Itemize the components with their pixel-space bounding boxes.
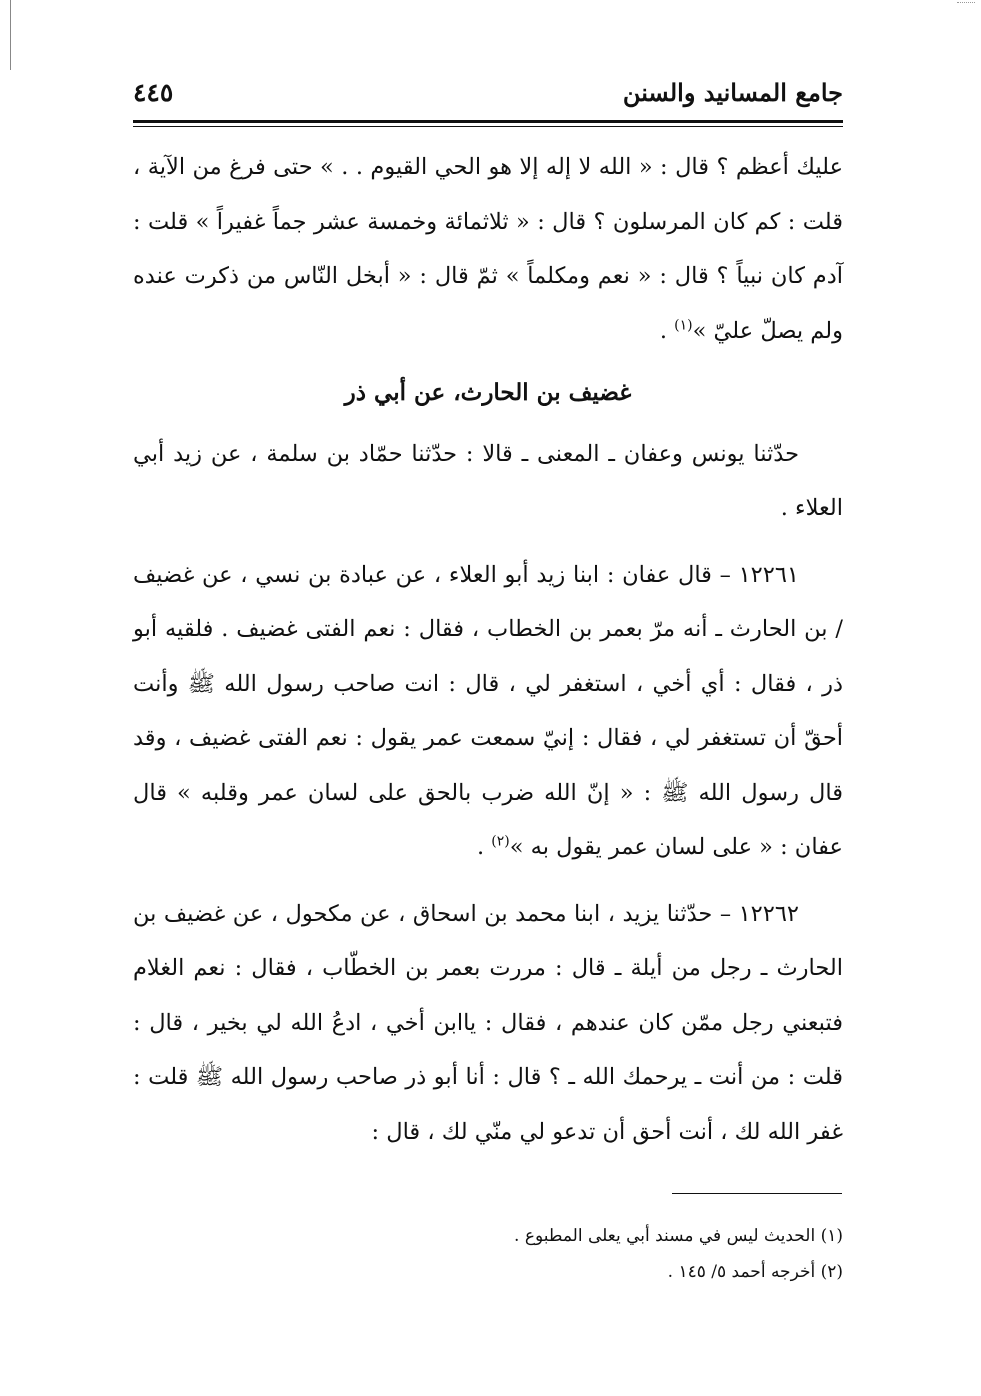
- section-heading: غضيف بن الحارث، عن أبي ذر: [344, 379, 632, 406]
- footnote-separator: [672, 1193, 842, 1194]
- footnote-ref-2: (٢): [491, 833, 510, 850]
- scan-edge-line: [10, 0, 11, 70]
- header-rule: [133, 120, 843, 123]
- page-header: [133, 78, 843, 114]
- hadith-12261-end: .: [476, 834, 492, 860]
- paragraph-1-text: عليك أعظم ؟ قال : « الله لا إله إلا هو الحي القيوم . . » حتى فرغ من الآية ، قلت : كم كان المرسلون ؟ قال : « ثلاثمائة وخمسة عشر جماً غفيراً » قلت : آدم كان نبياً ؟ قال : « نعم ومكلماً » ثمّ قال : « أبخل النّاس من ذكرت عنده ولم يصلّ عليّ »: [133, 154, 843, 344]
- footnote-1: (١) الحديث ليس في مسند أبي يعلى المطبوع .: [514, 1226, 843, 1246]
- footnote-2: (٢) أخرجه أحمد ٥/ ١٤٥ .: [667, 1262, 843, 1282]
- hadith-12262: ١٢٢٦٢ – حدّثنا يزيد ، ابنا محمد بن اسحاق ، عن مكحول ، عن غضيف بن الحارث ـ رجل من أيلة ـ قال : مررت بعمر بن الخطّاب ، فقال : نعم الغلام فتبعني رجل ممّن كان عندهم ، فقال : ياابن أخي ، ادعُ الله لي بخير ، قال : قلت : من أنت ـ يرحمك الله ـ ؟ قال : أنا أبو ذر صاحب رسول الله ﷺ قلت : غفر الله لك ، أنت أحق أن تدعو لي منّي لك ، قال :: [133, 900, 843, 1145]
- paragraph-1: [133, 140, 843, 358]
- running-title: جامع المسانيد والسنن: [622, 78, 843, 107]
- main-text: [133, 140, 843, 1159]
- footnote-ref-1: (١): [674, 317, 693, 333]
- header-rule-thin: [133, 126, 843, 127]
- paragraph-2: حدّثنا يونس وعفان ـ المعنى ـ قالا : حدّثنا حمّاد بن سلمة ، عن زيد أبي العلاء .: [133, 440, 843, 521]
- hadith-12261-text: ١٢٢٦١ – قال عفان : ابنا زيد أبو العلاء ، عن عبادة بن نسي ، عن غضيف / بن الحارث ـ أنه مرّ بعمر بن الخطاب ، فقال : نعم الفتى غضيف . فلقيه أبو ذر ، فقال : أي أخي ، استغفر لي ، قال : انت صاحب رسول الله ﷺ وأنت أحقّ أن تستغفر لي ، فقال : إنيّ سمعت عمر يقول : نعم الفتى غضيف ، وقد قال رسول الله ﷺ : « إنّ الله ضرب بالحق على لسان عمر وقلبه » قال عفان : « على لسان عمر يقول به »: [133, 561, 843, 860]
- hadith-12261: [133, 548, 843, 875]
- paragraph-1-end: .: [659, 317, 675, 344]
- scan-corner-mark: [957, 2, 975, 13]
- page-number: ٤٤٥: [133, 78, 174, 107]
- footnotes: [133, 1218, 843, 1290]
